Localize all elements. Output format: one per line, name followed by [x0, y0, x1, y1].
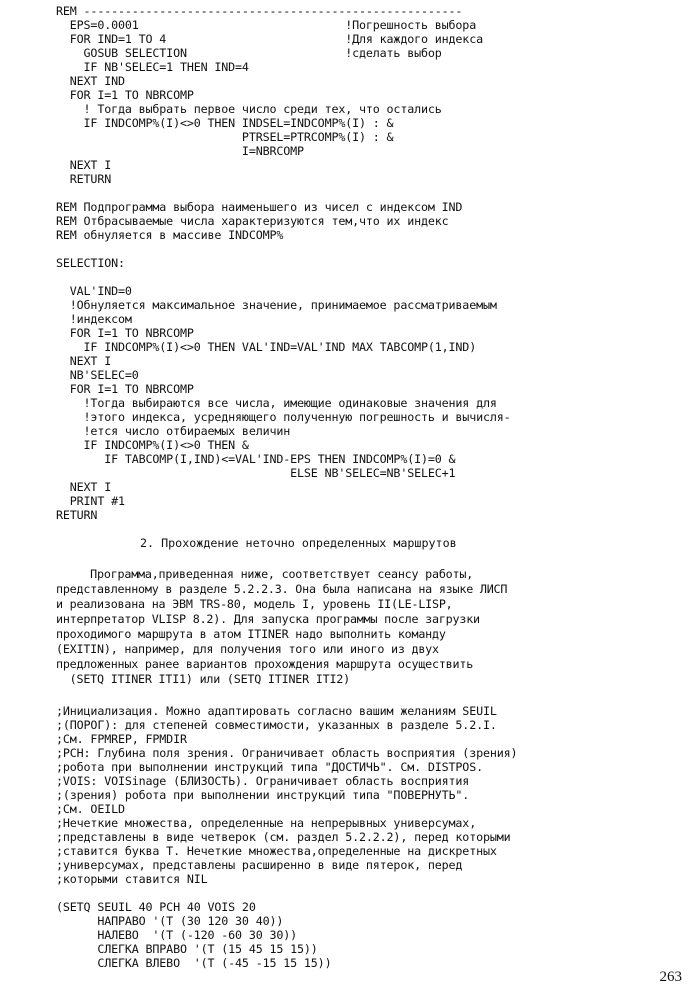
- basic-code-listing: REM ------------------------------------------------------- EPS=0.0001 !Погрешность выбора FOR IND=1 TO 4 !Для каждого индекса GOSUB SELECTION !сделать выбор IF NB'SELEC=1 THEN IND=4 NEXT IND FOR I=1 TO NBRCOMP ! Тогда выбрать первое число среди тех, что остались IF INDCOMP%(I)<>0 THEN INDSEL=INDCOMP%(I) : & PTRSEL=PTRCOMP%(I) : & I=NBRCOMP NEXT I RETURN REM Подпрограмма выбора наименьшего из чисел с индексом IND REM Отбрасываемые числа характеризуются тем,что их индекс REM обнуляется в массиве INDCOMP% SELECTION: VAL'IND=0 !Обнуляется максимальное значение, принимаемое рассматриваемым !индексом FOR I=1 TO NBRCOMP IF INDCOMP%(I)<>0 THEN VAL'IND=VAL'IND MAX TABCOMP(1,IND) NEXT I NB'SELEC=0 FOR I=1 TO NBRCOMP !Тогда выбираются все числа, имеющие одинаковые значения для !этого индекса, усредняющего полученную погрешность и вычисля- !ется число отбираемых величин IF INDCOMP%(I)<>0 THEN & IF TABCOMP(I,IND)<=VAL'IND-EPS THEN INDCOMP%(I)=0 & ELSE NB'SELEC=NB'SELEC+1 NEXT I PRINT #1 RETURN: [56, 4, 511, 522]
- page-number: 263: [659, 969, 682, 985]
- lisp-code-listing: ;Инициализация. Можно адаптировать согласно вашим желаниям SEUIL ;(ПОРОГ): для степеней совместимости, указанных в разделе 5.2.I. ;См. FPMREP, FPMDIR ;PCH: Глубина поля зрения. Ограничивает область восприятия (зрения) ;робота при выполнении инструкций типа "ДОСТИЧЬ". См. DISTPOS. ;VOIS: VOISinage (БЛИЗОСТЬ). Ограничивает область восприятия ;(зрения) робота при выполнении инструкций типа "ПОВЕРНУТЬ". ;См. OEILD ;Нечеткие множества, определенные на непрерывных универсумах, ;представлены в виде четверок (см. раздел 5.2.2.2), перед которыми ;ставится буква T. Нечеткие множества,определенные на дискретных ;универсумах, представлены расширенно в виде пятерок, перед ;которыми ставится NIL (SETQ SEUIL 40 PCH 40 VOIS 20 НАПРАВО '(T (30 120 30 40)) НАЛЕВО '(T (-120 -60 30 30)) СЛЕГКА ВПРАВО '(T (15 45 15 15)) СЛЕГКА ВЛЕВО '(T (-45 -15 15 15)): [56, 704, 518, 970]
- body-paragraph: Программа,приведенная ниже, соответствует сеансу работы, представленному в разделе 5.2.2.3. Она была написана на языке ЛИСП и реализована на ЭВМ TRS-80, модель I, уровень II(LE-LISP, интерпретатор VLISP 8.2). Для запуска программы после загрузки проходимого маршрута в атом ITINER надо выполнить команду (EXITIN), например, для получения того или иного из двух предложенных ранее вариантов прохождения маршрута осуществить (SETQ ITINER ITI1) или (SETQ ITINER ITI2): [56, 567, 508, 686]
- section-heading: 2. Прохождение неточно определенных маршрутов: [140, 536, 457, 550]
